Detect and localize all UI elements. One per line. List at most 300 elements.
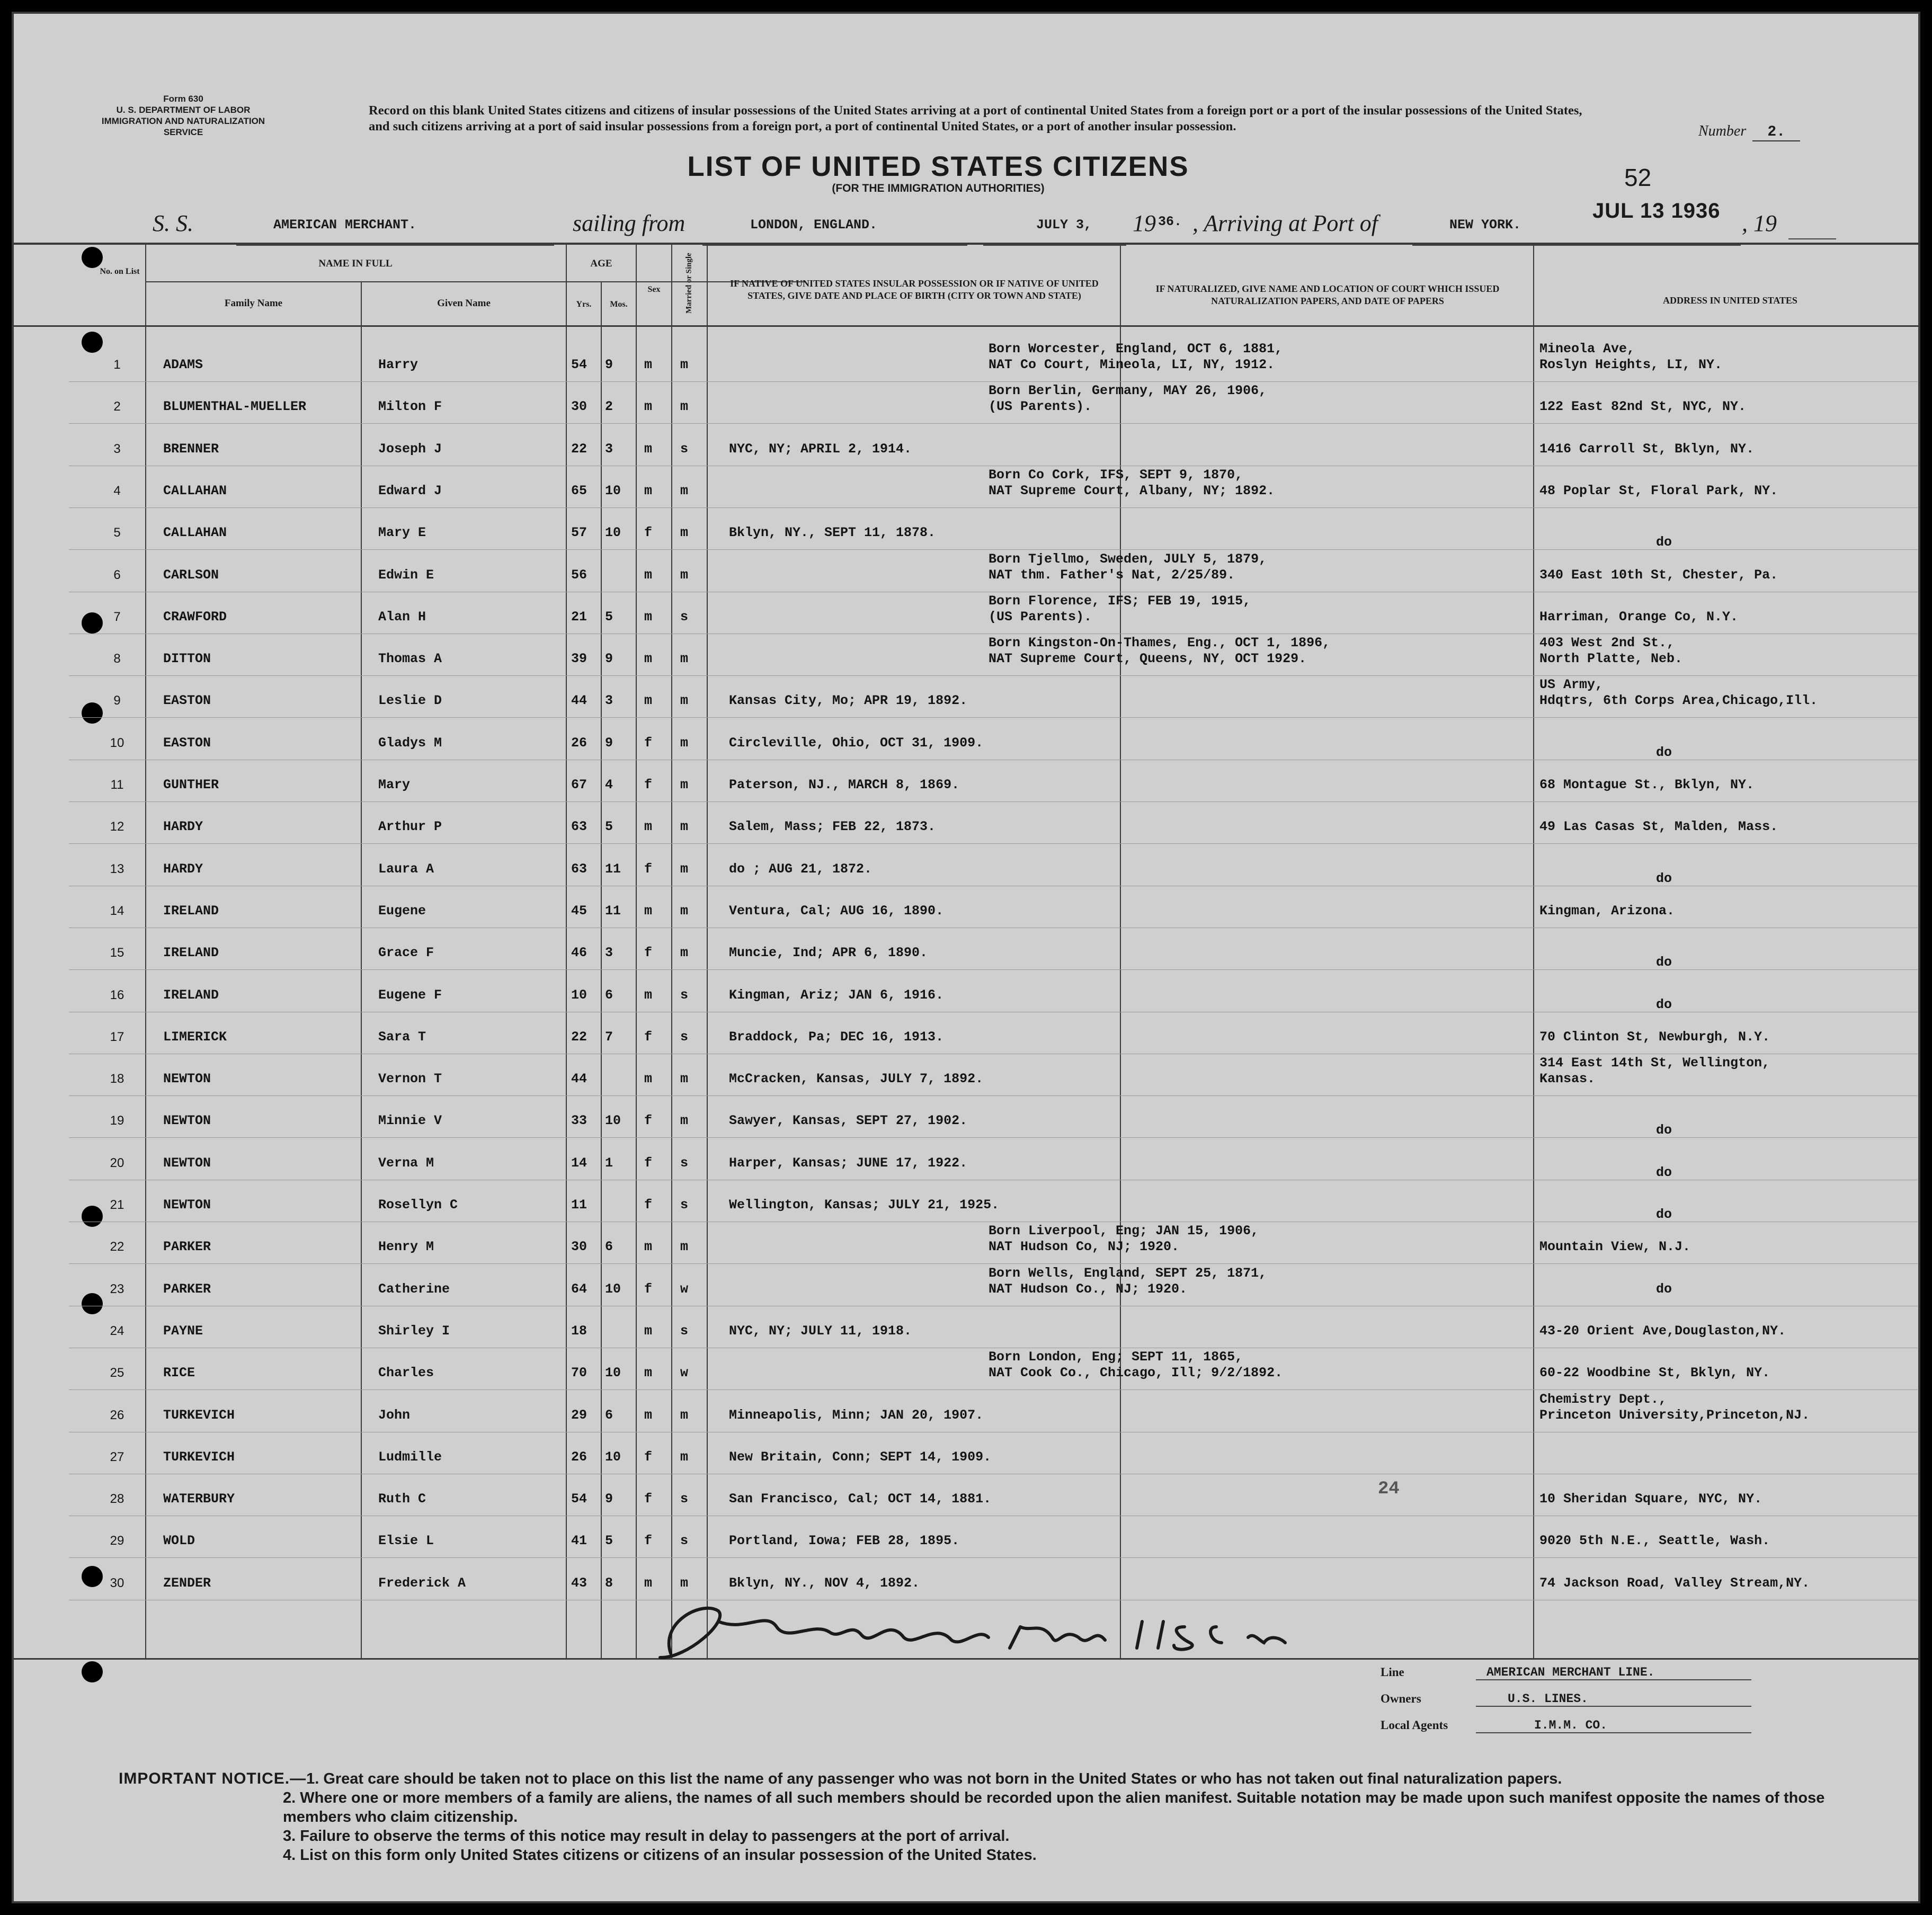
row-number: 3 — [113, 441, 121, 456]
sex: m — [644, 1365, 653, 1381]
row-number: 27 — [110, 1449, 124, 1464]
native-birth-info: Kansas City, Mo; APR 19, 1892. — [729, 693, 968, 709]
notice-item-3: 3. Failure to observe the terms of this notice may result in delay to passengers at the port of arrival. — [283, 1828, 1010, 1845]
family-name: NEWTON — [163, 1155, 211, 1171]
col-header-married-single: Married or Single — [684, 253, 693, 314]
naturalization-info: NAT Cook Co., Chicago, Ill; 9/2/1892. — [989, 1365, 1283, 1381]
marital-status: m — [680, 1239, 689, 1255]
marital-status: m — [680, 357, 689, 372]
row-number: 11 — [110, 778, 124, 792]
native-birth-info: Kingman, Ariz; JAN 6, 1916. — [729, 987, 944, 1003]
given-name: Thomas A — [378, 651, 442, 667]
us-address: do — [1656, 996, 1672, 1012]
row-number: 29 — [110, 1534, 124, 1548]
owners-label: Owners — [1381, 1692, 1421, 1705]
given-name: Frederick A — [378, 1575, 466, 1591]
col-header-naturalized: IF NATURALIZED, GIVE NAME AND LOCATION OF COURT WHICH ISSUED NATURALIZATION PAPERS, AND DATE OF PAPERS — [1155, 283, 1500, 306]
row-number: 6 — [113, 567, 121, 582]
age-months: 10 — [605, 483, 621, 498]
row-number: 14 — [110, 903, 124, 918]
native-birth-info: NYC, NY; JULY 11, 1918. — [729, 1323, 912, 1339]
row-rule — [69, 843, 1918, 844]
departure-port: LONDON, ENGLAND. — [702, 217, 967, 246]
family-name: CALLAHAN — [163, 483, 227, 498]
year-prefix: 19 — [1133, 210, 1156, 236]
notice-item-4: 4. List on this form only United States citizens or citizens of an insular possession of the United States. — [283, 1847, 1037, 1864]
age-months: 5 — [605, 1533, 613, 1549]
sex: f — [644, 1491, 653, 1507]
row-number: 13 — [110, 861, 124, 876]
us-address: do — [1656, 1123, 1672, 1138]
row-number: 5 — [113, 525, 121, 540]
given-name: Elsie L — [378, 1533, 434, 1549]
marital-status: m — [680, 861, 689, 877]
col-header-no: No. on List — [100, 267, 140, 276]
age-years: 33 — [571, 1113, 587, 1129]
us-address: 74 Jackson Road, Valley Stream,NY. — [1539, 1575, 1810, 1591]
punch-hole — [82, 332, 103, 353]
marital-status: s — [680, 1491, 689, 1507]
naturalization-info: NAT Supreme Court, Queens, NY, OCT 1929. — [989, 651, 1307, 667]
age-months: 9 — [605, 357, 613, 372]
row-rule — [69, 381, 1918, 382]
age-months: 6 — [605, 1239, 613, 1255]
marital-status: m — [680, 735, 689, 751]
family-name: ZENDER — [163, 1575, 211, 1591]
native-birth-info: Harper, Kansas; JUNE 17, 1922. — [729, 1155, 968, 1171]
year2-prefix: , 19 — [1742, 210, 1777, 236]
native-birth-info: Bklyn, NY., SEPT 11, 1878. — [729, 525, 936, 541]
col-header-name-in-full: NAME IN FULL — [318, 258, 393, 269]
row-rule — [69, 969, 1918, 970]
list-number — [1698, 123, 1800, 141]
native-birth-info: Bklyn, NY., NOV 4, 1892. — [729, 1575, 920, 1591]
us-address: Roslyn Heights, LI, NY. — [1539, 357, 1723, 372]
sex: m — [644, 819, 653, 835]
family-name: ADAMS — [163, 357, 203, 372]
native-birth-info: New Britain, Conn; SEPT 14, 1909. — [729, 1449, 992, 1465]
naturalization-info: NAT Hudson Co., NJ; 1920. — [989, 1281, 1188, 1297]
family-name: GUNTHER — [163, 777, 219, 792]
marital-status: s — [680, 441, 689, 457]
marital-status: m — [680, 1575, 689, 1591]
line-value: AMERICAN MERCHANT LINE. — [1476, 1665, 1751, 1680]
marital-status: m — [680, 945, 689, 961]
sex: m — [644, 1071, 653, 1087]
family-name: HARDY — [163, 819, 203, 835]
age-years: 44 — [571, 1071, 587, 1087]
row-number: 9 — [113, 693, 121, 708]
age-years: 64 — [571, 1281, 587, 1297]
us-address: Kingman, Arizona. — [1539, 903, 1675, 919]
number-label: Number — [1698, 123, 1747, 139]
row-rule — [69, 675, 1918, 676]
marital-status: s — [680, 1533, 689, 1549]
service-name: IMMIGRATION AND NATURALIZATION SERVICE — [101, 116, 265, 137]
age-years: 70 — [571, 1365, 587, 1381]
age-months: 9 — [605, 735, 613, 751]
given-name: Sara T — [378, 1029, 426, 1045]
row-number: 18 — [110, 1072, 124, 1086]
family-name: NEWTON — [163, 1197, 211, 1213]
family-name: EASTON — [163, 693, 211, 709]
sex: m — [644, 651, 653, 667]
family-name: WOLD — [163, 1533, 195, 1549]
age-months: 1 — [605, 1155, 613, 1171]
age-years: 63 — [571, 819, 587, 835]
row-number: 21 — [110, 1198, 124, 1212]
native-birth-info: Portland, Iowa; FEB 28, 1895. — [729, 1533, 960, 1549]
family-name: IRELAND — [163, 945, 219, 961]
marital-status: m — [680, 651, 689, 667]
family-name: EASTON — [163, 735, 211, 751]
age-years: 22 — [571, 441, 587, 457]
age-years: 22 — [571, 1029, 587, 1045]
marital-status: m — [680, 1407, 689, 1423]
row-number: 20 — [110, 1155, 124, 1170]
marital-status: m — [680, 525, 689, 541]
given-name: Edward J — [378, 483, 442, 498]
age-months: 5 — [605, 609, 613, 625]
row-number: 30 — [110, 1575, 124, 1590]
sex: m — [644, 399, 653, 415]
record-instructions: Record on this blank United States citizens and citizens of insular possessions of the United States arriving at a port of continental United States from a foreign port or a port of the insular possessions of the United States, and such citizens arriving at a port of said insular possessions from a foreign port, a port of continental United States, or a port of another insular possession. — [369, 103, 1582, 133]
us-address: 10 Sheridan Square, NYC, NY. — [1539, 1491, 1762, 1507]
age-years: 54 — [571, 357, 587, 372]
given-name: Charles — [378, 1365, 434, 1381]
given-name: Edwin E — [378, 567, 434, 583]
marital-status: m — [680, 1113, 689, 1129]
owners-value: U.S. LINES. — [1476, 1692, 1751, 1707]
us-address: do — [1656, 535, 1672, 550]
col-divider — [566, 243, 567, 1658]
sex: f — [644, 1197, 653, 1213]
punch-hole — [82, 1661, 103, 1682]
marital-status: m — [680, 693, 689, 709]
sex: m — [644, 693, 653, 709]
row-number: 17 — [110, 1029, 124, 1044]
sex: m — [644, 1239, 653, 1255]
age-months: 9 — [605, 651, 613, 667]
age-years: 11 — [571, 1197, 587, 1213]
age-months: 7 — [605, 1029, 613, 1045]
us-address: 49 Las Casas St, Malden, Mass. — [1539, 819, 1778, 835]
naturalization-info: NAT Co Court, Mineola, LI, NY, 1912. — [989, 357, 1275, 372]
col-divider — [145, 243, 146, 1658]
us-address: 340 East 10th St, Chester, Pa. — [1539, 567, 1778, 583]
age-months: 6 — [605, 1407, 613, 1423]
page-title: LIST OF UNITED STATES CITIZENS — [687, 151, 1189, 182]
age-years: 57 — [571, 525, 587, 541]
arrival-date-stamp: JUL 13 1936 — [1592, 199, 1721, 222]
native-birth-info: NYC, NY; APRIL 2, 1914. — [729, 441, 912, 457]
native-birth-info: Paterson, NJ., MARCH 8, 1869. — [729, 777, 960, 792]
sailing-date: JULY 3, — [983, 217, 1126, 246]
marital-status: s — [680, 1155, 689, 1171]
sex: m — [644, 903, 653, 919]
age-years: 45 — [571, 903, 587, 919]
marital-status: w — [680, 1365, 689, 1381]
given-name: Ruth C — [378, 1491, 426, 1507]
us-address: Hdqtrs, 6th Corps Area,Chicago,Ill. — [1539, 693, 1818, 709]
sex: m — [644, 483, 653, 498]
row-number: 26 — [110, 1408, 124, 1422]
marital-status: m — [680, 777, 689, 792]
ss-label: S. S. — [153, 210, 193, 236]
given-name: Joseph J — [378, 441, 442, 457]
row-number: 15 — [110, 946, 124, 960]
table-top-rule — [14, 243, 1918, 245]
col-header-native: IF NATIVE OF UNITED STATES INSULAR POSSESSION OR IF NATIVE OF UNITED STATES, GIVE DATE AND PLACE OF BIRTH (CITY OR TOWN AND STATE) — [730, 278, 1099, 301]
given-name: Laura A — [378, 861, 434, 877]
col-divider — [636, 243, 637, 1658]
family-name: CALLAHAN — [163, 525, 227, 541]
given-name: Arthur P — [378, 819, 442, 835]
sailing-year: 36. — [1158, 214, 1182, 229]
given-name: John — [378, 1407, 411, 1423]
age-months: 4 — [605, 777, 613, 792]
sex: f — [644, 1155, 653, 1171]
family-name: CARLSON — [163, 567, 219, 583]
marital-status: m — [680, 483, 689, 498]
sex: f — [644, 1113, 653, 1129]
col-header-yrs: Yrs. — [576, 300, 592, 309]
row-rule — [69, 1095, 1918, 1096]
us-address: North Platte, Neb. — [1539, 651, 1683, 667]
given-name: Leslie D — [378, 693, 442, 709]
naturalization-info: Born London, Eng; SEPT 11, 1865, — [989, 1349, 1243, 1365]
family-name: IRELAND — [163, 903, 219, 919]
marital-status: s — [680, 1029, 689, 1045]
family-name: DITTON — [163, 651, 211, 667]
us-address: do — [1656, 744, 1672, 760]
given-name: Alan H — [378, 609, 426, 625]
native-birth-info: do ; AUG 21, 1872. — [729, 861, 872, 877]
naturalization-info: (US Parents). — [989, 609, 1092, 625]
age-years: 18 — [571, 1323, 587, 1339]
age-months: 5 — [605, 819, 613, 835]
family-name: LIMERICK — [163, 1029, 227, 1045]
us-address: Chemistry Dept., — [1539, 1391, 1667, 1407]
family-name: CRAWFORD — [163, 609, 227, 625]
naturalization-info: (US Parents). — [989, 399, 1092, 415]
sex: m — [644, 1323, 653, 1339]
ship-name: AMERICAN MERCHANT. — [236, 217, 554, 246]
age-months: 11 — [605, 903, 621, 919]
col-divider — [601, 282, 602, 1658]
sex: m — [644, 1407, 653, 1423]
row-rule — [69, 801, 1918, 802]
family-name: IRELAND — [163, 987, 219, 1003]
naturalization-info: NAT Hudson Co, NJ; 1920. — [989, 1239, 1180, 1255]
col-divider — [1120, 243, 1121, 1658]
given-name: Rosellyn C — [378, 1197, 458, 1213]
row-rule — [69, 1263, 1918, 1264]
naturalization-info: Born Tjellmo, Sweden, JULY 5, 1879, — [989, 551, 1267, 567]
us-address: 1416 Carroll St, Bklyn, NY. — [1539, 441, 1755, 457]
sex: m — [644, 357, 653, 372]
family-name: NEWTON — [163, 1113, 211, 1129]
age-years: 10 — [571, 987, 587, 1003]
row-number: 28 — [110, 1492, 124, 1507]
family-name: WATERBURY — [163, 1491, 235, 1507]
family-name: HARDY — [163, 861, 203, 877]
marital-status: m — [680, 1071, 689, 1087]
age-months: 8 — [605, 1575, 613, 1591]
col-header-age: AGE — [590, 258, 612, 269]
family-name: BRENNER — [163, 441, 219, 457]
native-birth-info: McCracken, Kansas, JULY 7, 1892. — [729, 1071, 984, 1087]
family-name: TURKEVICH — [163, 1407, 235, 1423]
row-number: 12 — [110, 820, 124, 834]
family-name: PARKER — [163, 1239, 211, 1255]
row-number: 23 — [110, 1281, 124, 1296]
col-divider — [361, 282, 362, 1658]
row-number: 7 — [113, 609, 121, 624]
us-address: do — [1656, 1164, 1672, 1180]
manifest-sheet — [12, 12, 1920, 1903]
naturalization-info: Born Worcester, England, OCT 6, 1881, — [989, 341, 1283, 357]
us-address: do — [1656, 870, 1672, 886]
family-name: PARKER — [163, 1281, 211, 1297]
age-years: 44 — [571, 693, 587, 709]
row-number: 22 — [110, 1240, 124, 1254]
sex: f — [644, 735, 653, 751]
page-subtitle: (FOR THE IMMIGRATION AUTHORITIES) — [832, 182, 1045, 194]
age-months: 10 — [605, 1281, 621, 1297]
row-number: 4 — [113, 483, 121, 498]
us-address: 314 East 14th St, Wellington, — [1539, 1055, 1770, 1071]
agents-value: I.M.M. CO. — [1476, 1718, 1751, 1733]
given-name: Eugene — [378, 903, 426, 919]
naturalization-info: Born Florence, IFS; FEB 19, 1915, — [989, 593, 1251, 609]
us-address: 403 West 2nd St., — [1539, 635, 1675, 651]
col-header-sex: Sex — [647, 285, 661, 294]
us-address: 60-22 Woodbine St, Bklyn, NY. — [1539, 1365, 1770, 1381]
native-birth-info: San Francisco, Cal; OCT 14, 1881. — [729, 1491, 992, 1507]
col-header-mos: Mos. — [610, 300, 628, 309]
age-months: 6 — [605, 987, 613, 1003]
number-value: 2. — [1752, 124, 1800, 141]
age-months: 11 — [605, 861, 621, 877]
row-number: 24 — [110, 1323, 124, 1338]
year2-line — [1788, 210, 1836, 239]
marital-status: s — [680, 1323, 689, 1339]
notice-item-1: 1. Great care should be taken not to place on this list the name of any passenger who was not born in the United States or who has not taken out final naturalization papers. — [306, 1770, 1562, 1787]
inspector-signature — [639, 1590, 1381, 1669]
age-years: 30 — [571, 1239, 587, 1255]
age-years: 67 — [571, 777, 587, 792]
marital-status: m — [680, 1449, 689, 1465]
us-address: 48 Poplar St, Floral Park, NY. — [1539, 483, 1778, 498]
given-name: Harry — [378, 357, 419, 372]
form-identification — [88, 93, 279, 138]
us-address: 9020 5th N.E., Seattle, Wash. — [1539, 1533, 1770, 1549]
row-rule — [69, 507, 1918, 508]
age-months: 10 — [605, 1449, 621, 1465]
native-birth-info: Salem, Mass; FEB 22, 1873. — [729, 819, 936, 835]
row-number: 2 — [113, 399, 121, 414]
naturalization-info: NAT Supreme Court, Albany, NY; 1892. — [989, 483, 1275, 498]
naturalization-info: Born Kingston-On-Thames, Eng., OCT 1, 1896, — [989, 635, 1331, 651]
us-address: Kansas. — [1539, 1071, 1596, 1087]
family-name: TURKEVICH — [163, 1449, 235, 1465]
age-years: 39 — [571, 651, 587, 667]
age-months: 10 — [605, 1365, 621, 1381]
given-name: Grace F — [378, 945, 434, 961]
us-address: 122 East 82nd St, NYC, NY. — [1539, 399, 1747, 415]
form-number: Form 630 — [163, 94, 203, 104]
marital-status: m — [680, 819, 689, 835]
given-name: Henry M — [378, 1239, 434, 1255]
row-number: 19 — [110, 1114, 124, 1128]
us-address: Princeton University,Princeton,NJ. — [1539, 1407, 1810, 1423]
col-header-address: ADDRESS IN UNITED STATES — [1663, 295, 1797, 306]
sex: f — [644, 861, 653, 877]
us-address: Mountain View, N.J. — [1539, 1239, 1691, 1255]
sex: f — [644, 1533, 653, 1549]
age-years: 41 — [571, 1533, 587, 1549]
us-address: 43-20 Orient Ave,Douglaston,NY. — [1539, 1323, 1786, 1339]
naturalization-info: NAT thm. Father's Nat, 2/25/89. — [989, 567, 1235, 583]
family-name: NEWTON — [163, 1071, 211, 1087]
naturalization-info: Born Wells, England, SEPT 25, 1871, — [989, 1265, 1267, 1281]
name-subheader-rule — [145, 281, 805, 282]
native-birth-info: Circleville, Ohio, OCT 31, 1909. — [729, 735, 984, 751]
row-number: 10 — [110, 735, 124, 750]
age-years: 21 — [571, 609, 587, 625]
sex: m — [644, 609, 653, 625]
given-name: Ludmille — [378, 1449, 442, 1465]
line-label: Line — [1381, 1665, 1404, 1679]
given-name: Minnie V — [378, 1113, 442, 1129]
age-months: 2 — [605, 399, 613, 415]
given-name: Catherine — [378, 1281, 450, 1297]
us-address: Mineola Ave, — [1539, 341, 1635, 357]
native-birth-info: Minneapolis, Minn; JAN 20, 1907. — [729, 1407, 984, 1423]
col-divider — [707, 243, 708, 1658]
native-birth-info: Sawyer, Kansas, SEPT 27, 1902. — [729, 1113, 968, 1129]
col-divider — [1533, 243, 1534, 1658]
given-name: Eugene F — [378, 987, 442, 1003]
sex: f — [644, 1029, 653, 1045]
row-number: 25 — [110, 1366, 124, 1380]
sex: f — [644, 525, 653, 541]
marital-status: w — [680, 1281, 689, 1297]
punch-hole — [82, 247, 103, 268]
sex: f — [644, 777, 653, 792]
col-header-family-name: Family Name — [224, 298, 283, 309]
notice-item-2: 2. Where one or more members of a family are aliens, the names of all such members should be recorded upon the alien manifest. Suitable notation may be made upon such manifest opposite the names of those members who claim citizenship. — [283, 1789, 1825, 1825]
age-months: 10 — [605, 1113, 621, 1129]
age-months: 3 — [605, 945, 613, 961]
sex: f — [644, 1281, 653, 1297]
age-years: 63 — [571, 861, 587, 877]
given-name: Verna M — [378, 1155, 434, 1171]
marital-status: m — [680, 567, 689, 583]
us-address: Harriman, Orange Co, N.Y. — [1539, 609, 1739, 625]
age-months: 3 — [605, 693, 613, 709]
native-birth-info: Braddock, Pa; DEC 16, 1913. — [729, 1029, 944, 1045]
row-rule — [69, 717, 1918, 718]
important-notice — [119, 1769, 1846, 1865]
given-name: Mary E — [378, 525, 426, 541]
naturalization-info: Born Berlin, Germany, MAY 26, 1906, — [989, 383, 1267, 399]
us-address: 68 Montague St., Bklyn, NY. — [1539, 777, 1755, 792]
native-birth-info: Ventura, Cal; AUG 16, 1890. — [729, 903, 944, 919]
sheet-total: 24 — [1378, 1479, 1400, 1499]
sex: f — [644, 945, 653, 961]
